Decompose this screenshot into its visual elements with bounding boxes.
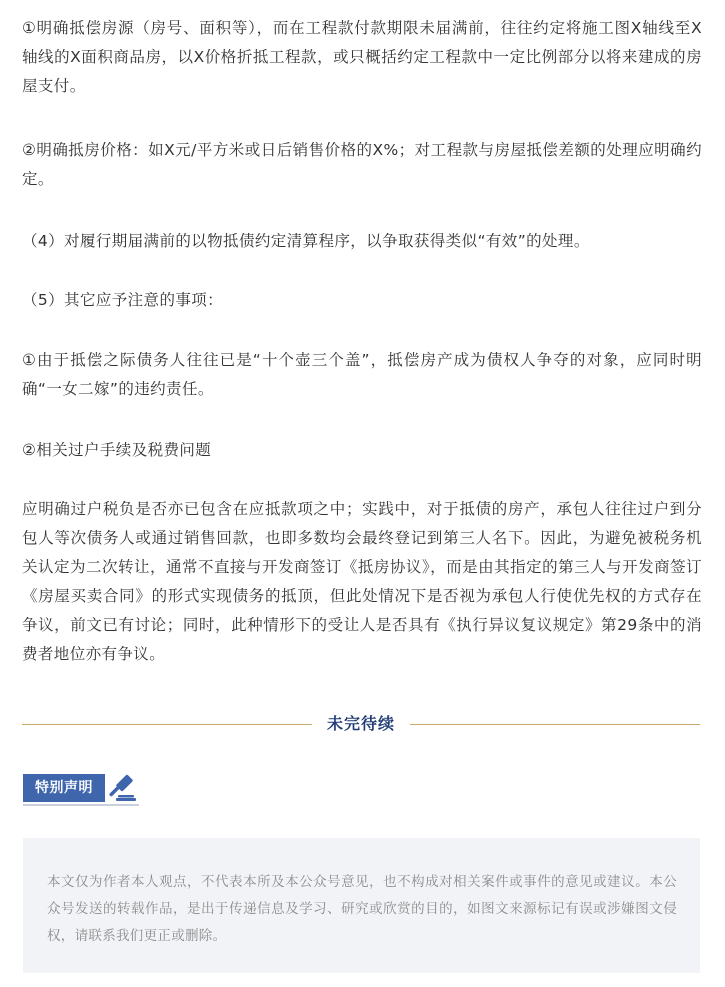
- notice-underline: [23, 804, 139, 806]
- gavel-icon: [106, 772, 140, 806]
- to-be-continued-label: 未完待续: [326, 714, 395, 733]
- disclaimer-text: 本文仅为作者本人观点，不代表本所及本公众号意见，也不构成对相关案件或事件的意见或建议。本公众号发送的转载作品，是出于传递信息及学习、研究或欣赏的目的，如图文来源标记有误或涉嫌图文侵权，请联系我们更正或删除。: [47, 874, 677, 944]
- disclaimer-box: [23, 838, 700, 973]
- divider-line-right: [410, 724, 700, 725]
- paragraph-other-matters: （5）其它应予注意的事项：: [22, 291, 224, 309]
- paragraph-transfer-taxes-heading: ②相关过户手续及税费问题: [22, 441, 212, 459]
- to-be-continued-divider: [22, 714, 700, 734]
- paragraph-breach-liability: ①由于抵偿之际债务人往往已是“十个壶三个盖”，抵偿房产成为债权人争夺的对象，应同时明确“一女二嫁”的违约责任。: [22, 351, 702, 398]
- special-notice-badge: 特别声明: [23, 774, 105, 802]
- divider-line-left: [22, 724, 312, 725]
- paragraph-transfer-taxes-detail: 应明确过户税负是否亦已包含在应抵款项之中；实践中，对于抵债的房产，承包人往往过户到分包人等次债务人或通过销售回款，也即多数均会最终登记到第三人名下。因此，为避免被税务机关认定为二次转让，通常不直接与开发商签订《抵房协议》，而是由其指定的第三人与开发商签订《房屋买卖合同》的形式实现债务的抵顶，但此处情况下是否视为承包人行使优先权的方式存在争议，前文已有讨论；同时，此种情形下的受让人是否具有《执行异议复议规定》第29条中的消费者地位亦有争议。: [22, 500, 702, 663]
- paragraph-house-price: ②明确抵房价格：如X元/平方米或日后销售价格的X%；对工程款与房屋抵偿差额的处理应明确约定。: [22, 141, 702, 188]
- paragraph-house-source: ①明确抵偿房源（房号、面积等），而在工程款付款期限未届满前，往往约定将施工图X轴线至X轴线的X面积商品房，以X价格折抵工程款，或只概括约定工程款中一定比例部分以将来建成的房屋支付。: [22, 19, 702, 95]
- paragraph-clearing-procedure: （4）对履行期届满前的以物抵债约定清算程序，以争取获得类似“有效”的处理。: [22, 232, 590, 250]
